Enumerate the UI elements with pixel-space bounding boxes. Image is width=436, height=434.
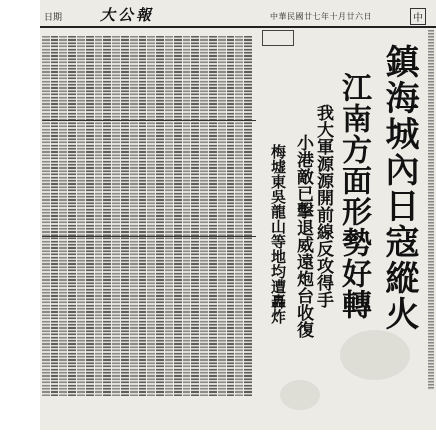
newspaper-clipping — [40, 0, 436, 430]
text-column — [227, 36, 235, 396]
text-column — [183, 36, 191, 396]
text-column — [139, 36, 147, 396]
deck-line-2: 小港敵已擊退威遠炮台收復 — [293, 134, 313, 338]
text-column — [209, 36, 217, 396]
text-column — [59, 36, 67, 396]
text-column — [130, 36, 138, 396]
masthead — [40, 4, 436, 28]
text-column — [156, 36, 164, 396]
text-column — [86, 36, 94, 396]
article-body — [42, 36, 252, 396]
main-headline: 鎮海城內日寇縱火 — [379, 44, 419, 332]
paper-stain — [280, 380, 320, 410]
text-column — [147, 36, 155, 396]
text-column — [77, 36, 85, 396]
paper-stain — [340, 330, 410, 380]
text-column — [174, 36, 182, 396]
margin-text — [428, 30, 434, 390]
section-divider — [42, 120, 256, 121]
text-column — [95, 36, 103, 396]
text-column — [200, 36, 208, 396]
paper-name: 大公報 — [100, 6, 155, 24]
text-column — [103, 36, 111, 396]
text-column — [165, 36, 173, 396]
deck-line-3: 梅墟東吳龍山等地均遭轟炸 — [269, 144, 287, 324]
deck-line-1: 我大軍源源開前線反攻得手 — [313, 104, 333, 308]
text-column — [68, 36, 76, 396]
text-column — [244, 36, 252, 396]
text-column — [51, 36, 59, 396]
section-divider — [42, 236, 256, 237]
text-column — [121, 36, 129, 396]
text-column — [42, 36, 50, 396]
text-column — [235, 36, 243, 396]
section-mark: 中 — [410, 8, 426, 25]
text-column — [218, 36, 226, 396]
text-column — [112, 36, 120, 396]
date-label: 日期 — [44, 13, 63, 23]
issue-date: 中華民國廿七年十月廿六日 — [270, 12, 372, 21]
sub-headline: 江南方面形勢好轉 — [336, 72, 371, 320]
text-column — [191, 36, 199, 396]
